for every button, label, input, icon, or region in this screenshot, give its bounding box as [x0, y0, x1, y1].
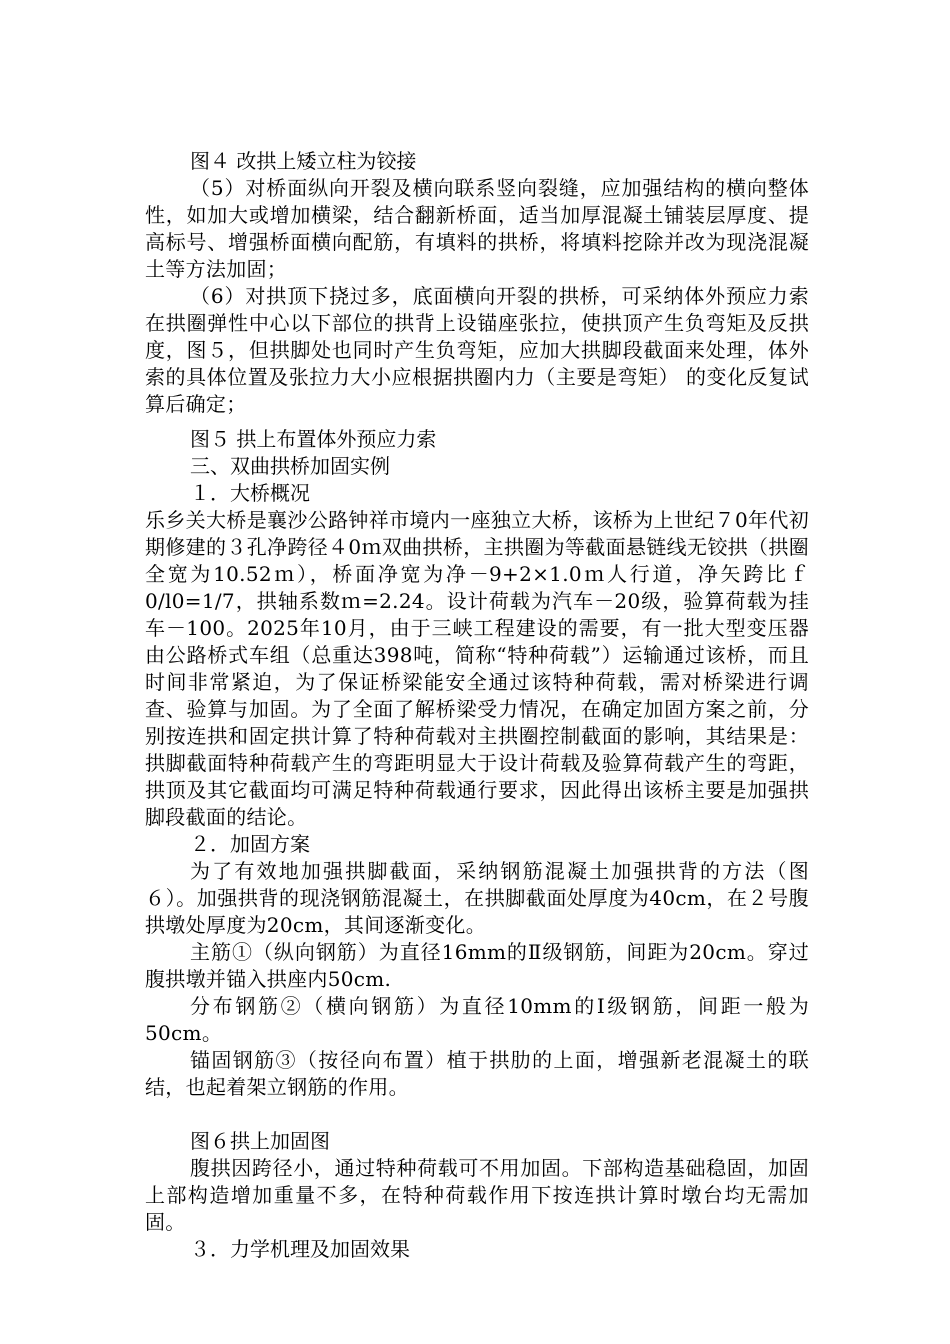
- figure-5-caption: 图５ 拱上布置体外预应力索: [190, 427, 437, 451]
- paragraph-bridge-overview: 乐乡关大桥是襄沙公路钟祥市境内一座独立大桥，该桥为上世纪７0年代初期修建的３孔净跨径４0ｍ双曲拱桥，主拱圈为等截面悬链线无铰拱（拱圈全宽为10.52ｍ），桥面净宽为净－9+2×1.0ｍ人行道，净矢跨比ｆ0/l0=1/7，拱轴系数ｍ=2.24。设计荷载为汽车－20级，验算荷载为挂车－100。2025年10月，由于三峡工程建设的需要，有一批大型变压器由公路桥式车组（总重达398吨，简称“特种荷载”）运输通过该桥，而且时间非常紧迫，为了保证桥梁能安全通过该特种荷载，需对桥梁进行调查、验算与加固。为了全面了解桥梁受力情况，在确定加固方案之前，分别按连拱和固定拱计算了特种荷载对主拱圈控制截面的影响，其结果是：拱脚截面特种荷载产生的弯距明显大于设计荷载及验算荷载产生的弯距，拱顶及其它截面均可满足特种荷载通行要求，因此得出该桥主要是加强拱脚段截面的结论。: [145, 508, 809, 829]
- subsection-2-heading: ２．加固方案: [190, 832, 310, 856]
- paragraph-web-arch: 腹拱因跨径小，通过特种荷载可不用加固。下部构造基础稳固，加固上部构造增加重量不多，在特种荷载作用下按连拱计算时墩台均无需加固。: [145, 1156, 809, 1234]
- paragraph-distribution-bars: 分布钢筋②（横向钢筋）为直径10mm的Ⅰ级钢筋，间距一般为50cm。: [145, 994, 809, 1045]
- paragraph-reinforcement-plan: 为了有效地加强拱脚截面，采纳钢筋混凝土加强拱背的方法（图６）。加强拱背的现浇钢筋混凝土，在拱脚截面处厚度为40cm，在２号腹拱墩处厚度为20cm，其间逐渐变化。: [145, 859, 809, 937]
- paragraph-main-bars: 主筋①（纵向钢筋）为直径16mm的Ⅱ级钢筋，间距为20cm。穿过腹拱墩并锚入拱座内50cm.: [145, 940, 809, 991]
- paragraph-item-6: （6）对拱顶下挠过多，底面横向开裂的拱桥，可采纳体外预应力索在拱圈弹性中心以下部位的拱背上设锚座张拉，使拱顶产生负弯矩及反拱度，图５，但拱脚处也同时产生负弯矩，应加大拱脚段截面来处理，体外索的具体位置及张拉力大小应根据拱圈内力（主要是弯矩） 的变化反复试算后确定；: [145, 284, 809, 416]
- figure-4-caption: 图４ 改拱上矮立柱为铰接: [190, 149, 417, 173]
- subsection-1-heading: １．大桥概况: [190, 481, 310, 505]
- subsection-3-heading: ３．力学机理及加固效果: [190, 1237, 410, 1261]
- paragraph-anchor-bars: 锚固钢筋③（按径向布置）植于拱肋的上面，增强新老混凝土的联结，也起着架立钢筋的作用。: [145, 1048, 809, 1099]
- section-3-heading: 三、双曲拱桥加固实例: [190, 454, 390, 478]
- paragraph-item-5: （5）对桥面纵向开裂及横向联系竖向裂缝，应加强结构的横向整体性，如加大或增加横梁，结合翻新桥面，适当加厚混凝土铺装层厚度、提高标号、增强桥面横向配筋，有填料的拱桥，将填料挖除并改为现浇混凝土等方法加固；: [145, 176, 809, 281]
- figure-6-caption: 图６拱上加固图: [190, 1129, 330, 1153]
